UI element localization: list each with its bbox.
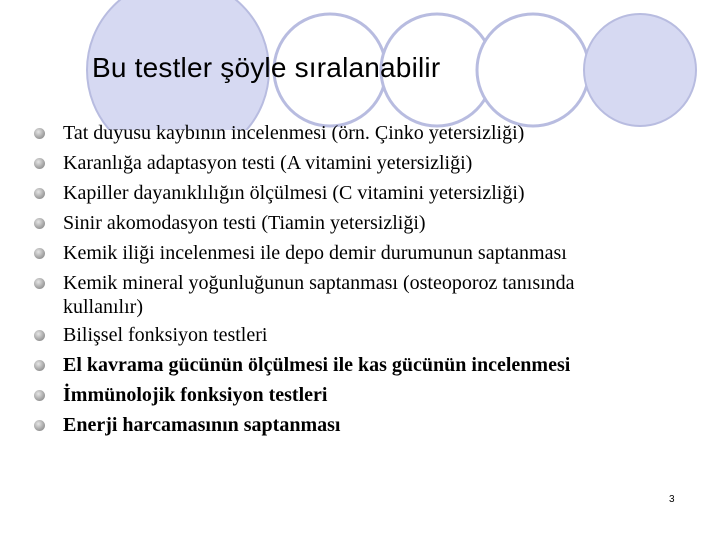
bullet-icon — [34, 158, 45, 169]
list-item — [34, 350, 694, 380]
list-item-text: Enerji harcamasının saptanması — [63, 414, 341, 436]
bullet-icon — [34, 390, 45, 401]
bullet-icon — [34, 188, 45, 199]
list-item — [34, 380, 694, 410]
list-item — [34, 208, 694, 238]
slide-title: Bu testler şöyle sıralanabilir — [92, 52, 441, 83]
bullet-icon — [34, 420, 45, 431]
ring-5 — [584, 14, 696, 126]
list-item-text: Sinir akomodasyon testi (Tiamin yetersizliği) — [63, 212, 426, 234]
page-number: 3 — [669, 494, 675, 505]
list-item — [34, 178, 694, 208]
list-item-text: İmmünolojik fonksiyon testleri — [63, 384, 328, 406]
list-item-text: El kavrama gücünün ölçülmesi ile kas gücünün incelenmesi — [63, 354, 571, 376]
list-item — [34, 410, 694, 440]
bullet-icon — [34, 360, 45, 371]
bullet-icon — [34, 128, 45, 139]
list-item — [34, 118, 694, 148]
list-item — [34, 238, 694, 268]
list-item-text: Kapiller dayanıklılığın ölçülmesi (C vitamini yetersizliği) — [63, 182, 525, 204]
bullet-icon — [34, 248, 45, 259]
bullet-icon — [34, 278, 45, 289]
list-item-text: Kemik mineral yoğunluğunun saptanması (osteoporoz tanısında — [63, 272, 575, 294]
bullet-icon — [34, 218, 45, 229]
list-item — [34, 320, 694, 350]
list-item — [34, 148, 694, 178]
list-item-text: Karanlığa adaptasyon testi (A vitamini yetersizliği) — [63, 152, 473, 174]
ring-4 — [477, 14, 589, 126]
list-item-continuation: kullanılır) — [63, 296, 143, 318]
list-item — [34, 268, 694, 320]
list-item-text: Bilişsel fonksiyon testleri — [63, 324, 268, 346]
list-item-text: Kemik iliği incelenmesi ile depo demir durumunun saptanması — [63, 242, 567, 264]
bullet-list — [34, 118, 694, 440]
bullet-icon — [34, 330, 45, 341]
list-item-text: Tat duyusu kaybının incelenmesi (örn. Çinko yetersizliği) — [63, 122, 525, 144]
